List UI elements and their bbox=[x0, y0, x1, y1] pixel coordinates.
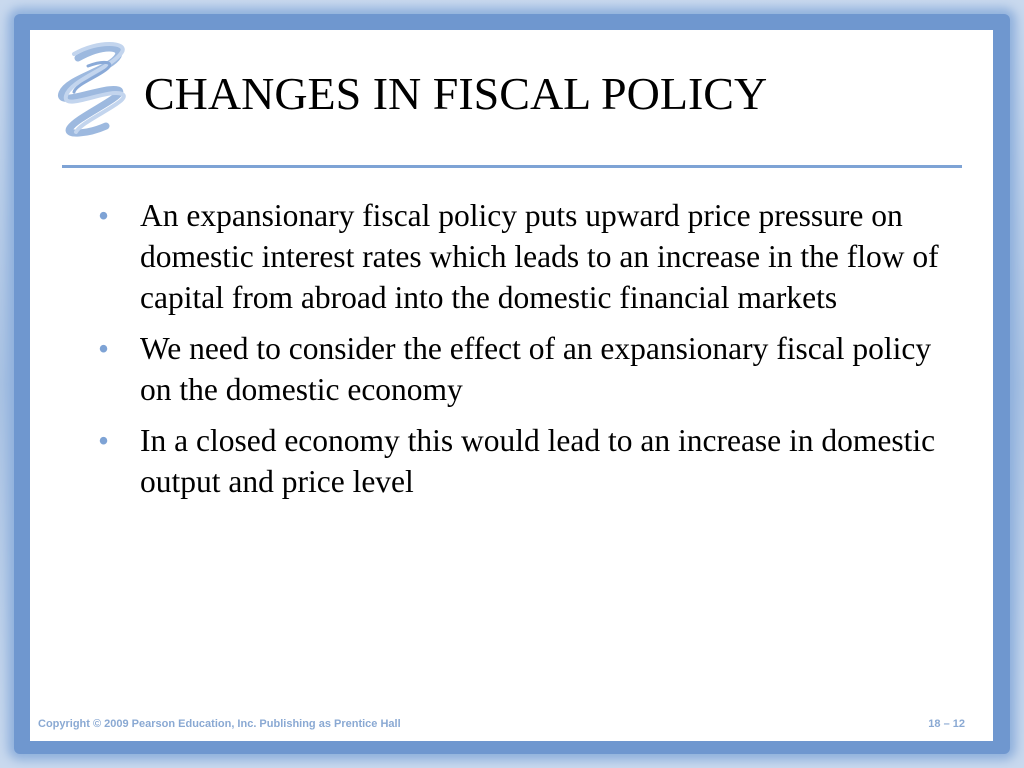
bullet-text: In a closed economy this would lead to an increase in domestic output and price level bbox=[140, 423, 936, 499]
slide bbox=[30, 30, 993, 741]
bullet-dot-icon: • bbox=[98, 331, 110, 366]
copyright-footer: Copyright © 2009 Pearson Education, Inc. Publishing as Prentice Hall bbox=[38, 718, 401, 730]
bullet-text: We need to consider the effect of an expansionary fiscal policy on the domestic economy bbox=[140, 331, 932, 407]
bullet-item bbox=[98, 420, 958, 502]
bullet-text: An expansionary fiscal policy puts upward price pressure on domestic interest rates which leads to an increase in the flow of capital from abroad into the domestic financial markets bbox=[140, 198, 939, 315]
bullet-item bbox=[98, 195, 958, 318]
bullet-list bbox=[98, 195, 958, 512]
slide-title: CHANGES IN FISCAL POLICY bbox=[144, 68, 768, 119]
page-number: 18 – 12 bbox=[928, 718, 965, 730]
blue-scribble-logo-icon bbox=[48, 38, 138, 148]
bullet-dot-icon: • bbox=[98, 423, 110, 458]
bullet-dot-icon: • bbox=[98, 198, 110, 233]
title-divider bbox=[62, 165, 962, 168]
bullet-item bbox=[98, 328, 958, 410]
